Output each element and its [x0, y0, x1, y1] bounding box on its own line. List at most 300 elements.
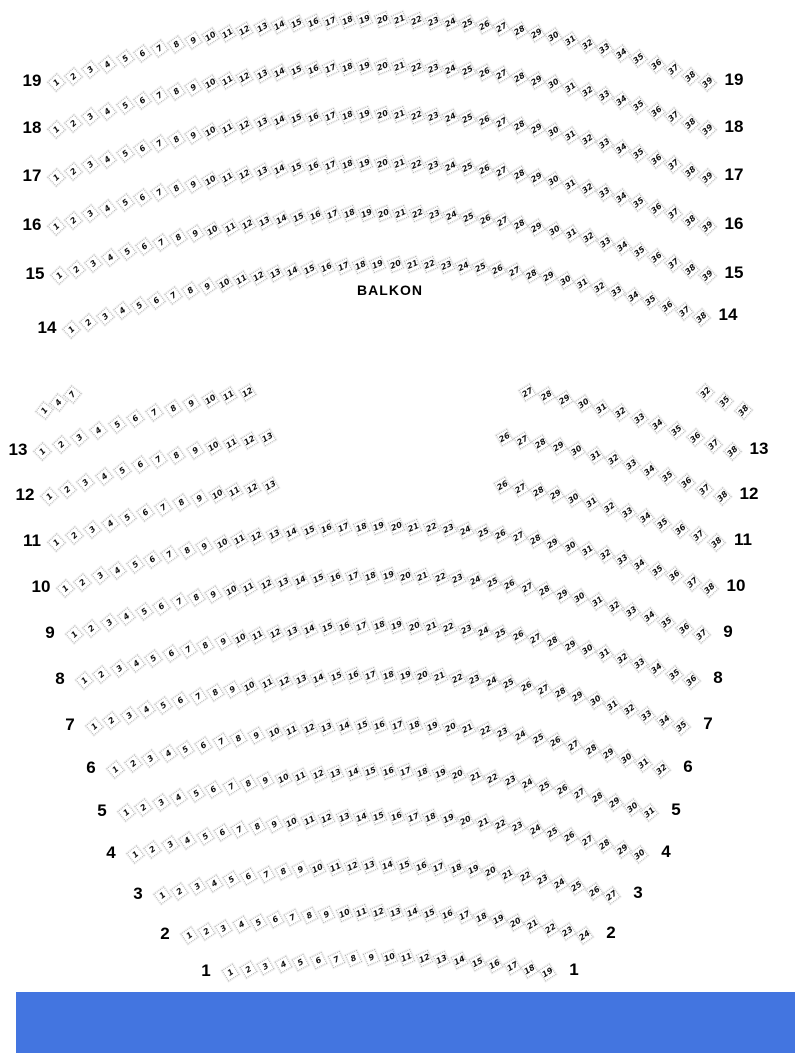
- seat[interactable]: 9: [196, 538, 214, 556]
- seat[interactable]: 1: [35, 401, 53, 419]
- seat[interactable]: 32: [696, 383, 714, 401]
- seat[interactable]: 31: [640, 803, 658, 821]
- seat[interactable]: 10: [202, 172, 220, 190]
- seat[interactable]: 2: [144, 840, 162, 858]
- seat[interactable]: 31: [596, 645, 614, 663]
- seat[interactable]: 11: [219, 120, 237, 138]
- seat[interactable]: 25: [536, 777, 554, 795]
- seat[interactable]: 8: [197, 636, 215, 654]
- seat[interactable]: 24: [483, 673, 501, 691]
- seat[interactable]: 12: [238, 215, 256, 233]
- seat[interactable]: 34: [613, 238, 631, 256]
- seat[interactable]: 21: [404, 256, 421, 273]
- seat[interactable]: 30: [545, 221, 563, 239]
- seat[interactable]: 7: [189, 688, 207, 706]
- seat[interactable]: 18: [380, 667, 397, 684]
- seat[interactable]: 6: [240, 868, 258, 886]
- seat[interactable]: 31: [562, 225, 580, 243]
- seat[interactable]: 12: [236, 22, 254, 40]
- seat[interactable]: 29: [550, 438, 568, 456]
- seat[interactable]: 32: [621, 701, 639, 719]
- seat[interactable]: 11: [283, 722, 301, 740]
- seat[interactable]: 28: [588, 789, 606, 807]
- seat[interactable]: 7: [150, 87, 168, 105]
- seat[interactable]: 24: [442, 60, 459, 77]
- seat[interactable]: 24: [454, 258, 471, 275]
- seat[interactable]: 16: [327, 569, 344, 586]
- seat[interactable]: 19: [539, 964, 557, 982]
- seat[interactable]: 19: [370, 518, 387, 535]
- seat[interactable]: 21: [459, 720, 477, 738]
- seat[interactable]: 4: [99, 102, 117, 120]
- seat[interactable]: 1: [33, 442, 51, 460]
- seat[interactable]: 9: [185, 79, 203, 97]
- seat[interactable]: 28: [511, 215, 529, 233]
- seat[interactable]: 13: [253, 163, 271, 181]
- seat[interactable]: 5: [116, 97, 134, 115]
- seat[interactable]: 6: [205, 781, 223, 799]
- seat[interactable]: 18: [406, 717, 423, 734]
- seat[interactable]: 7: [150, 40, 168, 58]
- seat[interactable]: 38: [681, 162, 699, 180]
- seat[interactable]: 38: [681, 260, 699, 278]
- seat[interactable]: 32: [611, 404, 629, 422]
- seat[interactable]: 35: [641, 292, 659, 310]
- seat[interactable]: 5: [130, 296, 148, 314]
- seat[interactable]: 33: [596, 135, 614, 153]
- seat[interactable]: 10: [309, 860, 326, 877]
- seat[interactable]: 15: [289, 209, 307, 227]
- seat[interactable]: 13: [253, 66, 271, 84]
- seat[interactable]: 23: [494, 724, 512, 742]
- seat[interactable]: 23: [558, 923, 576, 941]
- seat[interactable]: 9: [190, 490, 208, 508]
- seat[interactable]: 30: [544, 172, 562, 190]
- seat[interactable]: 30: [623, 798, 641, 816]
- seat[interactable]: 29: [547, 486, 565, 504]
- seat[interactable]: 19: [369, 256, 386, 273]
- seat[interactable]: 33: [596, 40, 614, 58]
- seat[interactable]: 24: [512, 727, 530, 745]
- seat[interactable]: 24: [442, 157, 459, 174]
- seat[interactable]: 18: [362, 568, 379, 585]
- seat[interactable]: 27: [602, 886, 620, 904]
- seat[interactable]: 7: [145, 404, 163, 422]
- seat[interactable]: 6: [213, 824, 231, 842]
- seat[interactable]: 4: [99, 55, 117, 73]
- seat[interactable]: 37: [664, 205, 682, 223]
- seat[interactable]: 36: [666, 567, 684, 585]
- seat[interactable]: 19: [388, 617, 405, 634]
- seat[interactable]: 34: [649, 415, 667, 433]
- seat[interactable]: 4: [99, 199, 117, 217]
- seat[interactable]: 33: [613, 551, 631, 569]
- seat[interactable]: 16: [486, 955, 504, 973]
- seat[interactable]: 11: [221, 218, 239, 236]
- seat[interactable]: 8: [167, 83, 185, 101]
- seat[interactable]: 15: [354, 717, 371, 734]
- seat[interactable]: 33: [638, 706, 656, 724]
- seat[interactable]: 11: [327, 858, 344, 875]
- seat[interactable]: 14: [270, 17, 288, 35]
- seat[interactable]: 18: [447, 860, 464, 877]
- seat[interactable]: 16: [318, 259, 335, 276]
- seat[interactable]: 16: [371, 717, 388, 734]
- seat[interactable]: 36: [658, 297, 676, 315]
- seat[interactable]: 32: [652, 760, 670, 778]
- seat[interactable]: 19: [490, 911, 508, 929]
- seat[interactable]: 12: [257, 576, 275, 594]
- seat[interactable]: 32: [579, 83, 597, 101]
- seat[interactable]: 27: [526, 630, 544, 648]
- seat[interactable]: 29: [527, 72, 545, 90]
- seat[interactable]: 33: [630, 654, 648, 672]
- seat[interactable]: 12: [248, 528, 266, 546]
- seat[interactable]: 10: [202, 28, 220, 46]
- seat[interactable]: 10: [213, 534, 231, 552]
- seat[interactable]: 37: [683, 573, 701, 591]
- seat[interactable]: 7: [161, 546, 179, 564]
- seat[interactable]: 15: [310, 570, 327, 587]
- seat[interactable]: 39: [698, 120, 716, 138]
- seat[interactable]: 10: [204, 221, 222, 239]
- seat[interactable]: 35: [648, 561, 666, 579]
- seat[interactable]: 7: [153, 233, 171, 251]
- seat[interactable]: 26: [476, 112, 494, 130]
- seat[interactable]: 21: [499, 865, 517, 883]
- seat[interactable]: 33: [607, 282, 625, 300]
- seat[interactable]: 30: [630, 845, 648, 863]
- seat[interactable]: 3: [100, 613, 118, 631]
- seat[interactable]: 8: [187, 589, 205, 607]
- seat[interactable]: 1: [75, 671, 93, 689]
- seat[interactable]: 5: [135, 602, 153, 620]
- seat[interactable]: 35: [630, 97, 648, 115]
- seat[interactable]: 13: [275, 574, 293, 592]
- seat[interactable]: 14: [451, 952, 468, 969]
- seat[interactable]: 17: [322, 12, 339, 29]
- seat[interactable]: 10: [265, 724, 283, 742]
- seat[interactable]: 4: [127, 654, 145, 672]
- seat[interactable]: 27: [493, 19, 511, 37]
- seat[interactable]: 30: [544, 123, 562, 141]
- seat[interactable]: 27: [534, 681, 552, 699]
- seat[interactable]: 13: [262, 477, 280, 495]
- seat[interactable]: 21: [431, 668, 448, 685]
- seat[interactable]: 35: [630, 243, 648, 261]
- seat[interactable]: 12: [244, 479, 262, 497]
- seat[interactable]: 20: [387, 256, 404, 273]
- seat[interactable]: 33: [630, 409, 648, 427]
- seat[interactable]: 17: [322, 156, 339, 173]
- seat[interactable]: 24: [551, 874, 569, 892]
- seat[interactable]: 21: [474, 813, 492, 831]
- seat[interactable]: 9: [257, 772, 275, 790]
- seat[interactable]: 35: [657, 613, 675, 631]
- seat[interactable]: 35: [659, 467, 677, 485]
- seat[interactable]: 38: [723, 442, 741, 460]
- seat[interactable]: 15: [288, 62, 306, 80]
- seat[interactable]: 33: [596, 233, 614, 251]
- seat[interactable]: 2: [93, 665, 111, 683]
- seat[interactable]: 16: [318, 520, 335, 537]
- seat[interactable]: 5: [108, 415, 126, 433]
- seat[interactable]: 8: [178, 542, 196, 560]
- seat[interactable]: 12: [236, 69, 254, 87]
- seat[interactable]: 17: [456, 907, 474, 925]
- seat[interactable]: 8: [167, 180, 185, 198]
- seat[interactable]: 8: [172, 494, 190, 512]
- seat[interactable]: 6: [152, 597, 170, 615]
- seat[interactable]: 14: [270, 161, 288, 179]
- seat[interactable]: 3: [91, 567, 109, 585]
- seat[interactable]: 10: [283, 813, 301, 831]
- seat[interactable]: 3: [110, 660, 128, 678]
- seat[interactable]: 26: [547, 733, 565, 751]
- seat[interactable]: 13: [253, 19, 271, 37]
- seat[interactable]: 14: [379, 857, 396, 874]
- seat[interactable]: 7: [327, 951, 344, 968]
- seat[interactable]: 29: [527, 120, 545, 138]
- seat[interactable]: 26: [476, 64, 494, 82]
- seat[interactable]: 27: [571, 785, 589, 803]
- seat[interactable]: 30: [578, 640, 596, 658]
- seat[interactable]: 13: [361, 857, 378, 874]
- seat[interactable]: 13: [327, 765, 344, 782]
- seat[interactable]: 13: [253, 114, 271, 132]
- seat[interactable]: 4: [118, 607, 136, 625]
- seat[interactable]: 14: [270, 112, 288, 130]
- seat[interactable]: 7: [179, 640, 197, 658]
- seat[interactable]: 15: [288, 159, 306, 177]
- seat[interactable]: 1: [62, 320, 80, 338]
- seat[interactable]: 6: [172, 692, 190, 710]
- seat[interactable]: 10: [201, 390, 219, 408]
- seat[interactable]: 6: [162, 645, 180, 663]
- seat[interactable]: 6: [147, 291, 165, 309]
- seat[interactable]: 16: [388, 808, 405, 825]
- seat[interactable]: 25: [544, 824, 562, 842]
- seat[interactable]: 7: [170, 593, 188, 611]
- seat[interactable]: 34: [613, 45, 631, 63]
- seat[interactable]: 1: [50, 266, 68, 284]
- seat[interactable]: 27: [513, 431, 531, 449]
- seat[interactable]: 39: [698, 73, 716, 91]
- seat[interactable]: 9: [183, 394, 201, 412]
- seat[interactable]: 7: [63, 385, 81, 403]
- seat[interactable]: 11: [226, 482, 244, 500]
- seat[interactable]: 8: [206, 684, 224, 702]
- seat[interactable]: 9: [292, 861, 310, 879]
- seat[interactable]: 3: [84, 254, 102, 272]
- seat[interactable]: 3: [77, 474, 95, 492]
- seat[interactable]: 31: [586, 446, 604, 464]
- seat[interactable]: 19: [440, 810, 457, 827]
- seat[interactable]: 10: [216, 274, 234, 292]
- seat[interactable]: 36: [647, 150, 665, 168]
- seat[interactable]: 28: [510, 117, 528, 135]
- seat[interactable]: 19: [358, 205, 375, 222]
- seat[interactable]: 8: [182, 282, 200, 300]
- seat[interactable]: 23: [501, 772, 519, 790]
- seat[interactable]: 18: [339, 12, 356, 29]
- seat[interactable]: 29: [613, 840, 631, 858]
- seat[interactable]: 31: [573, 274, 591, 292]
- seat[interactable]: 28: [510, 22, 528, 40]
- seat[interactable]: 35: [665, 665, 683, 683]
- seat[interactable]: 27: [564, 736, 582, 754]
- seat[interactable]: 22: [440, 619, 457, 636]
- seat[interactable]: 27: [493, 66, 511, 84]
- seat[interactable]: 6: [143, 551, 161, 569]
- seat[interactable]: 12: [236, 166, 254, 184]
- seat[interactable]: 31: [588, 593, 606, 611]
- seat[interactable]: 27: [511, 479, 529, 497]
- seat[interactable]: 2: [83, 619, 101, 637]
- seat[interactable]: 3: [82, 156, 100, 174]
- seat[interactable]: 10: [202, 75, 220, 93]
- seat[interactable]: 22: [409, 205, 426, 222]
- seat[interactable]: 21: [466, 768, 484, 786]
- seat[interactable]: 16: [305, 60, 322, 77]
- seat[interactable]: 15: [370, 808, 387, 825]
- seat[interactable]: 1: [47, 168, 65, 186]
- seat[interactable]: 23: [440, 520, 457, 537]
- seat[interactable]: 19: [465, 861, 483, 879]
- seat[interactable]: 4: [101, 514, 119, 532]
- seat[interactable]: 5: [119, 243, 137, 261]
- seat[interactable]: 9: [205, 585, 223, 603]
- seat[interactable]: 20: [374, 58, 391, 75]
- seat[interactable]: 9: [185, 127, 203, 145]
- seat[interactable]: 12: [344, 858, 361, 875]
- seat[interactable]: 30: [586, 692, 604, 710]
- seat[interactable]: 12: [318, 810, 335, 827]
- seat[interactable]: 21: [391, 58, 408, 75]
- seat[interactable]: 3: [82, 61, 100, 79]
- seat[interactable]: 5: [116, 145, 134, 163]
- seat[interactable]: 34: [613, 92, 631, 110]
- seat[interactable]: 3: [71, 428, 89, 446]
- seat[interactable]: 24: [475, 622, 493, 640]
- seat[interactable]: 32: [613, 649, 631, 667]
- seat[interactable]: 4: [137, 701, 155, 719]
- seat[interactable]: 18: [414, 764, 431, 781]
- seat[interactable]: 27: [505, 263, 523, 281]
- seat[interactable]: 33: [622, 456, 640, 474]
- seat[interactable]: 35: [654, 514, 672, 532]
- seat[interactable]: 2: [135, 798, 153, 816]
- seat[interactable]: 2: [79, 314, 97, 332]
- seat[interactable]: 3: [188, 878, 206, 896]
- seat[interactable]: 9: [214, 633, 232, 651]
- seat[interactable]: 7: [284, 909, 302, 927]
- seat[interactable]: 20: [388, 518, 405, 535]
- seat[interactable]: 1: [153, 886, 171, 904]
- seat[interactable]: 20: [374, 155, 391, 172]
- seat[interactable]: 16: [345, 667, 362, 684]
- seat[interactable]: 24: [442, 108, 459, 125]
- seat[interactable]: 36: [647, 55, 665, 73]
- seat[interactable]: 22: [492, 815, 510, 833]
- seat[interactable]: 6: [133, 92, 151, 110]
- seat[interactable]: 16: [305, 157, 322, 174]
- seat[interactable]: 37: [705, 435, 723, 453]
- seat[interactable]: 8: [301, 907, 319, 925]
- seat[interactable]: 6: [133, 45, 151, 63]
- seat[interactable]: 32: [579, 180, 597, 198]
- seat[interactable]: 27: [509, 528, 527, 546]
- seat[interactable]: 36: [675, 619, 693, 637]
- seat[interactable]: 17: [322, 59, 339, 76]
- seat[interactable]: 35: [667, 421, 685, 439]
- seat[interactable]: 9: [186, 442, 204, 460]
- seat[interactable]: 28: [596, 836, 614, 854]
- seat[interactable]: 12: [236, 117, 254, 135]
- seat[interactable]: 26: [492, 526, 510, 544]
- seat[interactable]: 24: [457, 522, 475, 540]
- seat[interactable]: 22: [516, 868, 534, 886]
- seat[interactable]: 24: [442, 13, 459, 30]
- seat[interactable]: 10: [222, 582, 240, 600]
- seat[interactable]: 18: [352, 257, 369, 274]
- seat[interactable]: 32: [604, 451, 622, 469]
- seat[interactable]: 14: [270, 64, 288, 82]
- seat[interactable]: 26: [517, 678, 535, 696]
- seat[interactable]: 25: [492, 624, 510, 642]
- seat[interactable]: 35: [630, 50, 648, 68]
- seat[interactable]: 16: [336, 618, 353, 635]
- seat[interactable]: 22: [408, 107, 425, 124]
- seat[interactable]: 5: [113, 461, 131, 479]
- seat[interactable]: 37: [664, 61, 682, 79]
- seat[interactable]: 29: [527, 25, 545, 43]
- seat[interactable]: 23: [425, 12, 442, 29]
- seat[interactable]: 18: [339, 59, 356, 76]
- seat[interactable]: 25: [459, 15, 477, 33]
- seat[interactable]: 25: [568, 878, 586, 896]
- seat[interactable]: 15: [288, 110, 306, 128]
- seat[interactable]: 37: [675, 302, 693, 320]
- seat[interactable]: 20: [374, 11, 391, 28]
- seat[interactable]: 13: [284, 622, 302, 640]
- seat[interactable]: 27: [518, 383, 536, 401]
- seat[interactable]: 3: [96, 308, 114, 326]
- seat[interactable]: 12: [266, 624, 284, 642]
- seat[interactable]: 9: [185, 32, 203, 50]
- seat[interactable]: 30: [565, 490, 583, 508]
- seat[interactable]: 5: [187, 785, 205, 803]
- seat[interactable]: 30: [574, 394, 592, 412]
- seat[interactable]: 2: [59, 480, 77, 498]
- seat[interactable]: 19: [356, 155, 373, 172]
- seat[interactable]: 15: [319, 619, 336, 636]
- seat[interactable]: 35: [715, 392, 733, 410]
- seat[interactable]: 29: [561, 636, 579, 654]
- seat[interactable]: 2: [64, 114, 82, 132]
- seat[interactable]: 23: [426, 206, 443, 223]
- seat[interactable]: 9: [199, 278, 217, 296]
- seat[interactable]: 9: [266, 815, 284, 833]
- seat[interactable]: 26: [553, 781, 571, 799]
- seat[interactable]: 14: [272, 210, 290, 228]
- seat[interactable]: 16: [305, 13, 322, 30]
- seat[interactable]: 13: [265, 526, 283, 544]
- seat[interactable]: 6: [127, 409, 145, 427]
- seat[interactable]: 36: [647, 102, 665, 120]
- seat[interactable]: 1: [180, 926, 198, 944]
- seat[interactable]: 24: [443, 207, 460, 224]
